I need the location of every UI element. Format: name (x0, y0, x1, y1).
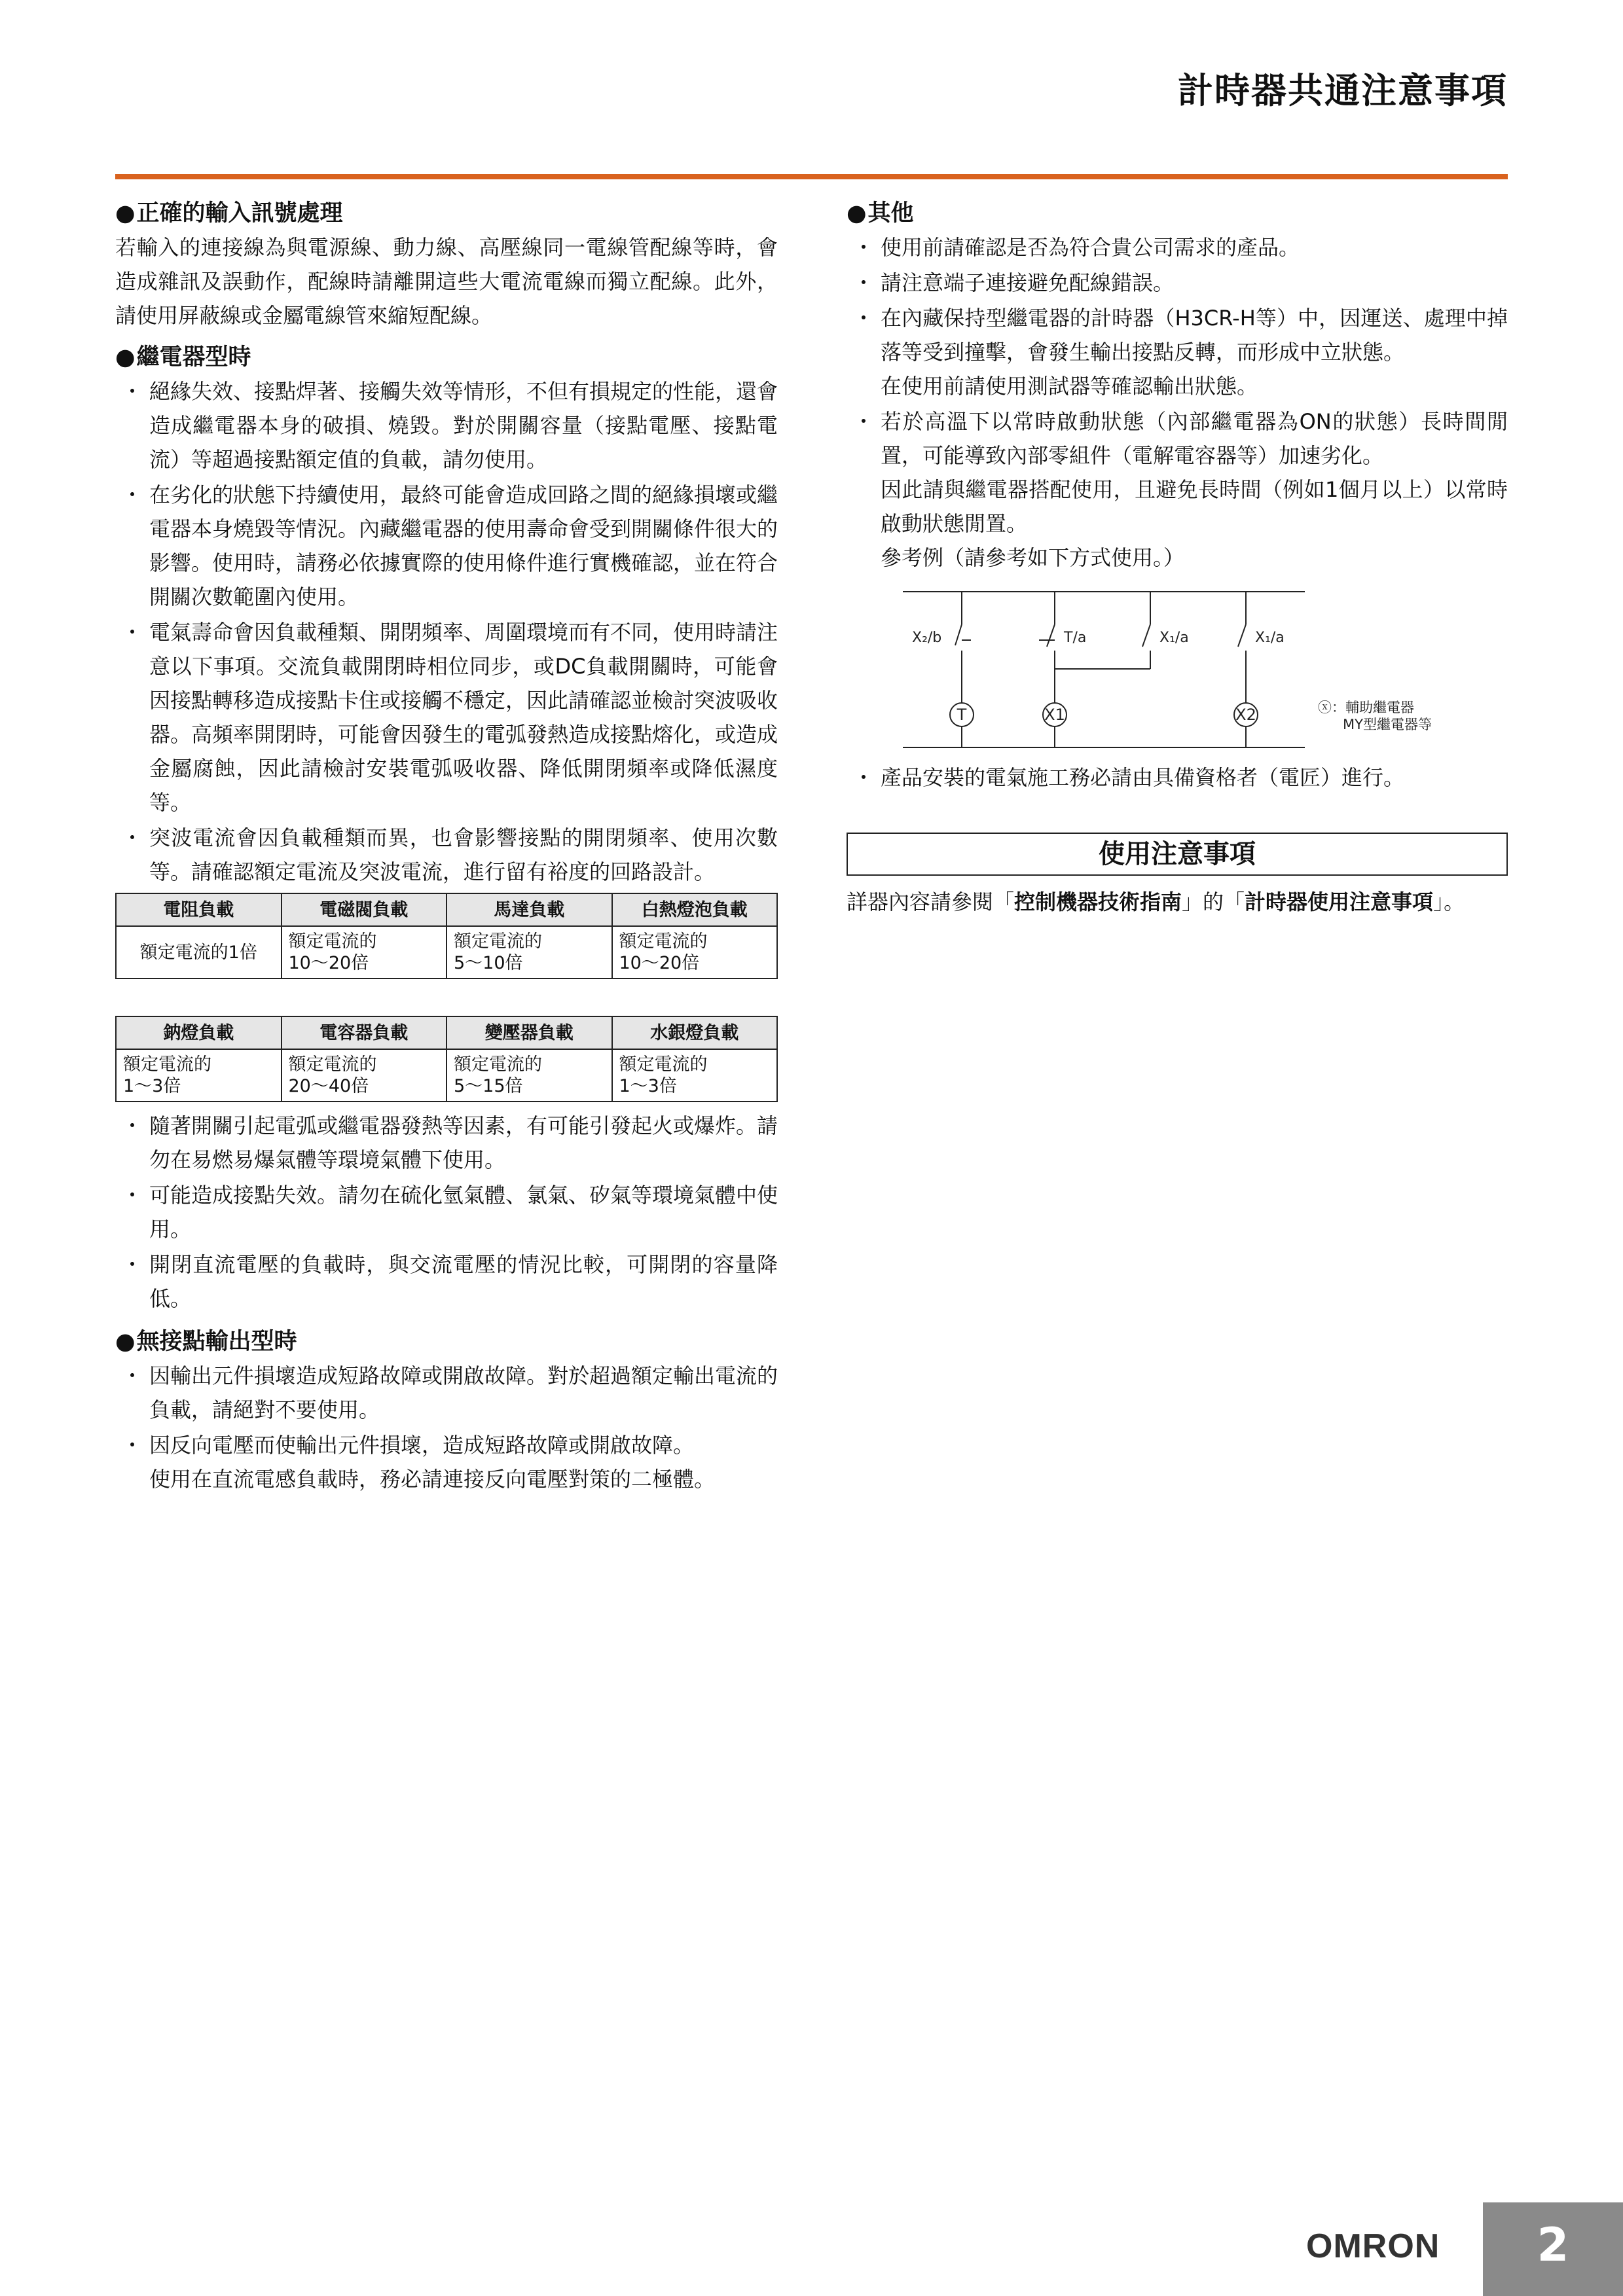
list-item: ・ 因反向電壓而使輸出元件損壞，造成短路故障或開啟故障。 使用在直流電感負載時，務必請連接反向電壓對策的二極體。 (115, 1428, 778, 1496)
header-rule (115, 174, 1508, 179)
bullet-dot-icon: ● (847, 200, 867, 226)
bullet-mark: ・ (122, 482, 143, 507)
contact-label: X₁/a (1159, 630, 1189, 646)
section-title: 繼電器型時 (136, 344, 251, 370)
table-header: 鈉燈負載 (116, 1016, 282, 1049)
list-item: ・ 請注意端子連接避免配線錯誤。 (847, 266, 1508, 300)
section-title: 其他 (867, 200, 914, 226)
section-title: 無接點輸出型時 (136, 1329, 297, 1355)
table-header-row (116, 893, 777, 926)
table-row (116, 1049, 777, 1102)
load-table-2 (115, 1016, 778, 1102)
table-cell: 額定電流的 1～3倍 (612, 1049, 778, 1102)
section-heading-relay (115, 340, 778, 374)
list-item: ・ 使用前請確認是否為符合貴公司需求的產品。 (847, 230, 1508, 264)
page-number: 2 (1483, 2202, 1623, 2296)
coil-label: X2 (1235, 706, 1256, 724)
coil-label: X1 (1044, 706, 1065, 724)
contact-label: T/a (1064, 630, 1087, 646)
input-signal-text: 若輸入的連接線為與電源線、動力線、高壓線同一電線管配線等時，會造成雜訊及誤動作，配線時請離開這些大電流電線而獨立配線。此外，請使用屏蔽線或金屬電線管來縮短配線。 (115, 235, 778, 328)
section-title: 正確的輸入訊號處理 (136, 200, 343, 226)
omron-logo: OMRON (1306, 2227, 1440, 2265)
usage-notes-title: 使用注意事項 (847, 833, 1508, 876)
bullet-mark: ・ (122, 825, 143, 850)
list-item: ・ 可能造成接點失效。請勿在硫化氫氣體、氯氣、矽氣等環境氣體中使用。 (115, 1178, 778, 1246)
table-cell: 額定電流的 5～10倍 (447, 926, 612, 978)
bullet-mark: ・ (122, 1113, 143, 1138)
list-item: ・ 電氣壽命會因負載種類、開閉頻率、周圍環境而有不同，使用時請注意以下事項。交流負載開閉時相位同步，或DC負載開關時，可能會因接點轉移造成接點卡住或接觸不穩定，因此請確認並檢討突波吸收器。高頻率開閉時，可能會因發生的電弧發熱造成接點熔化，或造成金屬腐蝕，因此請檢討安裝電弧吸收器、降低開閉頻率或降低濕度等。 (115, 615, 778, 819)
list-item: ・ 開閉直流電壓的負載時，與交流電壓的情況比較，可開閉的容量降低。 (115, 1247, 778, 1316)
contact-label: X₂/b (912, 630, 942, 646)
bullet-mark: ・ (122, 1363, 143, 1388)
bullet-mark: ・ (122, 379, 143, 404)
list-item: ・ 突波電流會因負載種類而異，也會影響接點的開閉頻率、使用次數等。請確認額定電流及突波電流，進行留有裕度的回路設計。 (115, 821, 778, 889)
list-item: ・ 在劣化的狀態下持續使用，最終可能會造成回路之間的絕緣損壞或繼電器本身燒毀等情況。內藏繼電器的使用壽命會受到開關條件很大的影響。使用時，請務必依據實際的使用條件進行實機確認，並在符合開關次數範圍內使用。 (115, 478, 778, 614)
relay-list-2 (115, 1109, 778, 1316)
bullet-mark: ・ (853, 306, 875, 331)
list-item: ・ 因輸出元件損壞造成短路故障或開啟故障。對於超過額定輸出電流的負載，請絕對不要使用。 (115, 1359, 778, 1427)
table-cell: 額定電流的 10～20倍 (282, 926, 447, 978)
bullet-mark: ・ (853, 270, 875, 295)
list-item: ・ 在內藏保持型繼電器的計時器（H3CR-H等）中，因運送、處理中掉落等受到撞擊，會發生輸出接點反轉，而形成中立狀態。 在使用前請使用測試器等確認輸出狀態。 (847, 301, 1508, 403)
reference-link: 計時器使用注意事項 (1245, 889, 1434, 914)
table-header: 變壓器負載 (447, 1016, 612, 1049)
bullet-mark: ・ (853, 409, 875, 434)
table-header-row (116, 1016, 777, 1049)
other-list (847, 230, 1508, 575)
coil-label: T (957, 706, 967, 724)
bullet-mark: ・ (853, 765, 875, 790)
bullet-dot-icon: ● (115, 344, 136, 370)
left-column (115, 196, 778, 1498)
table-header: 電阻負載 (116, 893, 282, 926)
spacer (115, 986, 778, 1012)
diagram-note: MY型繼電器等 (1343, 717, 1432, 732)
list-item: ・ 隨著開關引起電弧或繼電器發熱等因素，有可能引發起火或爆炸。請勿在易燃易爆氣體等環境氣體下使用。 (115, 1109, 778, 1177)
list-item: ・ 若於高溫下以常時啟動狀態（內部繼電器為ON的狀態）長時間閒置，可能導致內部零組件（電解電容器等）加速劣化。 因此請與繼電器搭配使用，且避免長時間（例如1個月以上）以常時啟動狀態閒置。 參考例（請參考如下方式使用。） (847, 404, 1508, 575)
section-heading-other (847, 196, 1508, 230)
other-list-2 (847, 761, 1508, 795)
bullet-mark: ・ (122, 1433, 143, 1458)
bullet-dot-icon: ● (115, 200, 136, 226)
bullet-dot-icon: ● (115, 1329, 136, 1355)
table-header: 白熱燈泡負載 (612, 893, 778, 926)
contactless-list (115, 1359, 778, 1496)
table-row (116, 926, 777, 978)
section-heading-contactless (115, 1325, 778, 1359)
table-cell: 額定電流的1倍 (116, 926, 282, 978)
table-header: 馬達負載 (447, 893, 612, 926)
table-cell: 額定電流的 10～20倍 (612, 926, 778, 978)
right-column (847, 196, 1508, 919)
bullet-mark: ・ (122, 1252, 143, 1277)
circuit-diagram (847, 584, 1508, 754)
table-cell: 額定電流的 20～40倍 (282, 1049, 447, 1102)
reference-link: 控制機器技術指南 (1014, 889, 1182, 914)
table-header: 電容器負載 (282, 1016, 447, 1049)
section-heading-input-signal (115, 196, 778, 230)
list-item: ・ 產品安裝的電氣施工務必請由具備資格者（電匠）進行。 (847, 761, 1508, 795)
bullet-mark: ・ (853, 235, 875, 260)
table-header: 水銀燈負載 (612, 1016, 778, 1049)
table-cell: 額定電流的 1～3倍 (116, 1049, 282, 1102)
page-title: 計時器共通注意事項 (1178, 70, 1508, 111)
diagram-note: ⓧ：輔助繼電器 (1318, 700, 1414, 715)
bullet-mark: ・ (122, 1183, 143, 1208)
circuit-svg (847, 584, 1508, 754)
table-header: 電磁閥負載 (282, 893, 447, 926)
table-cell: 額定電流的 5～15倍 (447, 1049, 612, 1102)
contact-label: X₁/a (1255, 630, 1285, 646)
bullet-mark: ・ (122, 620, 143, 645)
load-table-1 (115, 893, 778, 979)
usage-reference: 詳器內容請參閱「控制機器技術指南」的「計時器使用注意事項」。 (847, 889, 1465, 914)
relay-list (115, 374, 778, 889)
list-item: ・ 絕緣失效、接點焊著、接觸失效等情形，不但有損規定的性能，還會造成繼電器本身的破損、燒毀。對於開關容量（接點電壓、接點電流）等超過接點額定值的負載，請勿使用。 (115, 374, 778, 476)
